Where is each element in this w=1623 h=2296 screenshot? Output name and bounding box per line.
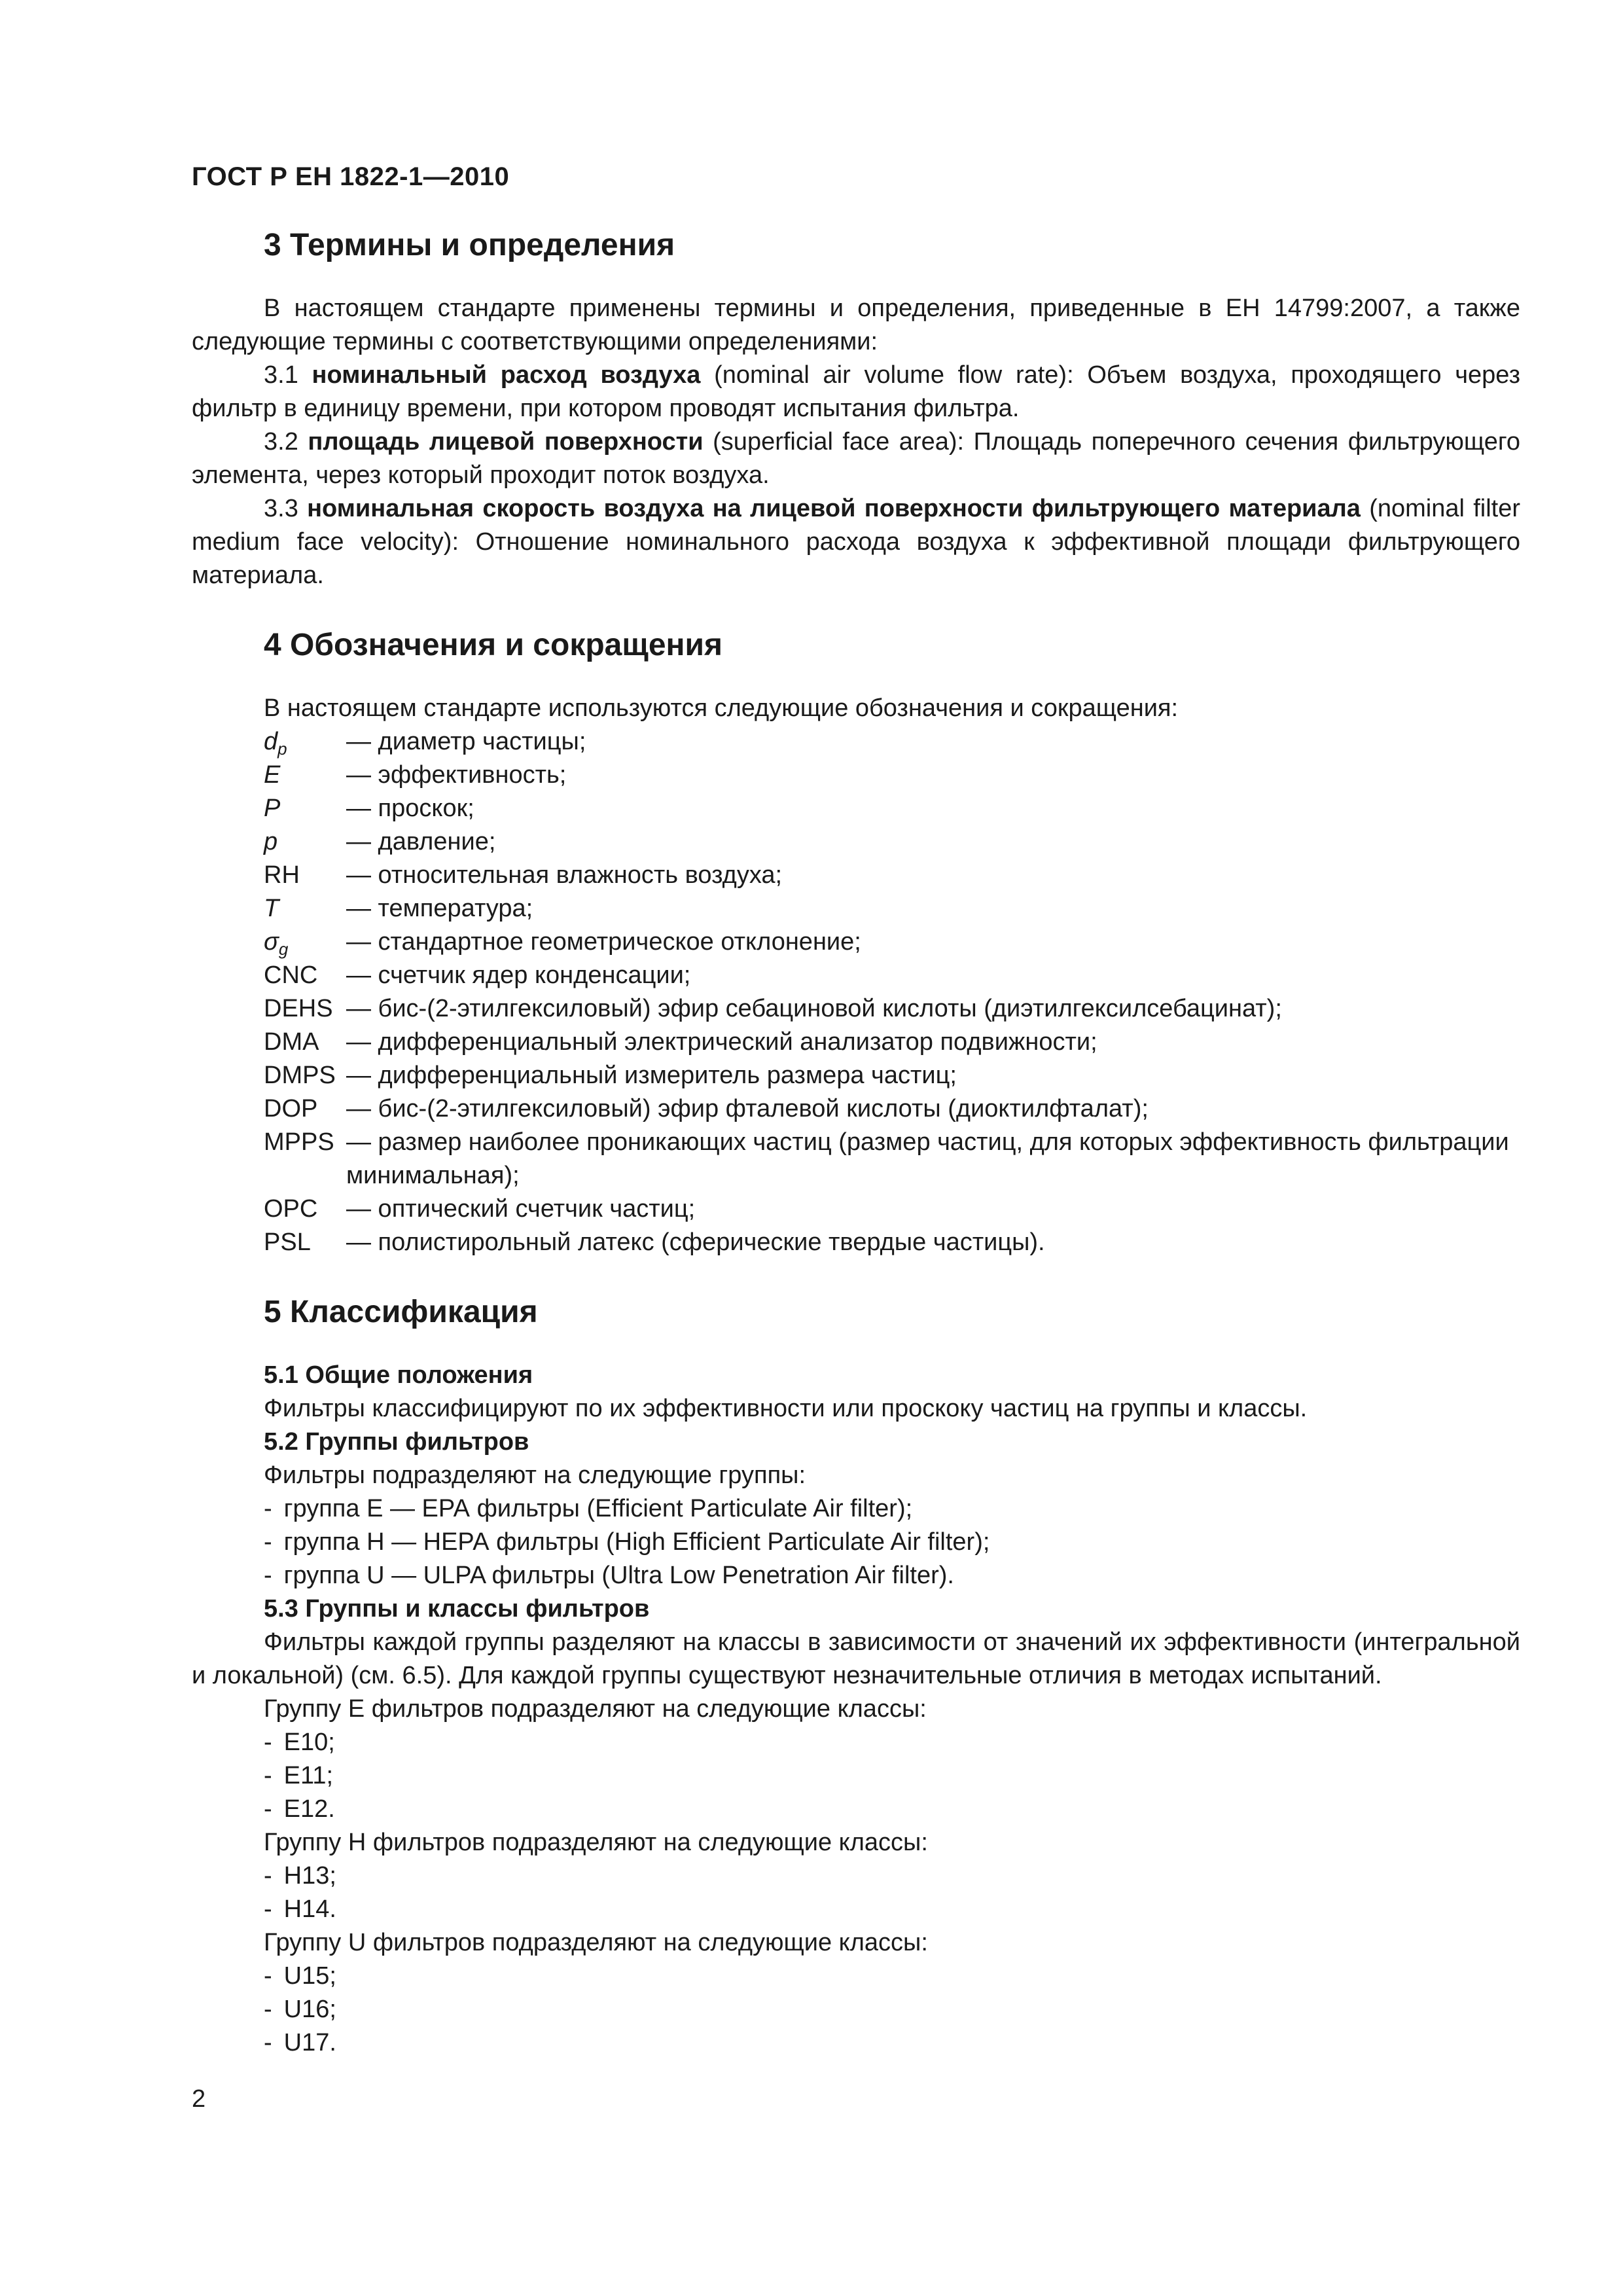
subsection-5-1-text: Фильтры классифицируют по их эффективности или проскоку частиц на группы и классы.	[264, 1395, 1308, 1422]
document-body	[192, 225, 1520, 2060]
subsection-5-2-text: Фильтры подразделяют на следующие группы:	[264, 1462, 806, 1489]
section-3-intro: В настоящем стандарте применены термины и определения, приведенные в ЕН 14799:2007, а также следующие термины с соответствующими определениями:	[192, 295, 1520, 355]
symbol-row	[264, 1193, 1520, 1226]
symbol-row	[264, 1126, 1520, 1193]
subsection-5-3-title: 5.3 Группы и классы фильтров	[264, 1595, 650, 1623]
symbol-row	[264, 1226, 1520, 1259]
symbols-list	[264, 725, 1520, 1259]
h-classes-intro: Группу Н фильтров подразделяют на следующие классы:	[264, 1829, 928, 1856]
symbol-row	[264, 925, 1520, 959]
term-name: номинальная скорость воздуха на лицевой поверхности фильтрующего материала	[307, 495, 1361, 522]
term-3-1	[192, 359, 1520, 425]
symbol-desc: — температура;	[346, 895, 533, 922]
symbol-row	[264, 759, 1520, 792]
section-5-title: 5 Классификация	[264, 1295, 538, 1329]
term-definition: (nominal air volume flow rate): Объем воздуха, проходящего через фильтр в единицу времени, при котором проводят испытания фильтра.	[192, 361, 1520, 422]
symbol-desc: — давление;	[346, 828, 496, 855]
class-item: - U16;	[264, 1996, 336, 2023]
symbol-row	[264, 959, 1520, 992]
e-classes-intro: Группу Е фильтров подразделяют на следующие классы:	[264, 1695, 927, 1723]
symbol-row	[264, 725, 1520, 759]
symbol-desc: — дифференциальный электрический анализатор подвижности;	[346, 1028, 1097, 1056]
symbol-key: p	[264, 828, 278, 855]
term-number: 3.1	[264, 361, 298, 389]
class-item: - Е10;	[264, 1729, 335, 1756]
term-name: номинальный расход воздуха	[312, 361, 701, 389]
symbol-row	[264, 1059, 1520, 1092]
group-item: - группа Е — ЕРА фильтры (Efficient Particulate Air filter);	[264, 1495, 913, 1522]
symbol-key: P	[264, 795, 281, 822]
section-4-intro: В настоящем стандарте используются следующие обозначения и сокращения:	[264, 694, 1179, 722]
symbol-key: DEHS	[264, 995, 333, 1022]
symbol-key: $\sigma_g$	[264, 928, 289, 959]
symbol-row	[264, 792, 1520, 825]
symbol-key: T	[264, 895, 279, 922]
symbol-desc: — размер наиболее проникающих частиц (размер частиц, для которых эффективность фильтрации минимальная);	[346, 1128, 1509, 1189]
term-3-2	[192, 425, 1520, 492]
symbol-desc: — оптический счетчик частиц;	[346, 1195, 696, 1223]
term-number: 3.3	[264, 495, 298, 522]
subsection-5-1-title: 5.1 Общие положения	[264, 1361, 533, 1389]
symbol-key: DOP	[264, 1095, 318, 1122]
symbol-row	[264, 1026, 1520, 1059]
class-item: - U15;	[264, 1962, 336, 1990]
symbol-key: PSL	[264, 1229, 311, 1256]
subsection-5-2-title: 5.2 Группы фильтров	[264, 1428, 529, 1456]
symbol-desc: — счетчик ядер конденсации;	[346, 961, 691, 989]
symbol-desc: — проскок;	[346, 795, 474, 822]
subsection-5-3-text: Фильтры каждой группы разделяют на классы в зависимости от значений их эффективности (интегральной и локальной) (см. 6.5). Для каждой группы существуют незначительные отличия в методах испытаний.	[192, 1628, 1520, 1689]
group-item: - группа U — ULPA фильтры (Ultra Low Penetration Air filter).	[264, 1562, 954, 1589]
symbol-key: E	[264, 761, 281, 789]
symbol-desc: — относительная влажность воздуха;	[346, 861, 783, 889]
symbol-desc: — стандартное геометрическое отклонение;	[346, 928, 861, 956]
symbol-key: CNC	[264, 961, 318, 989]
symbol-key: RH	[264, 861, 300, 889]
section-4-title: 4 Обозначения и сокращения	[264, 628, 723, 662]
symbol-row	[264, 825, 1520, 859]
symbol-row	[264, 892, 1520, 925]
class-item: - Н13;	[264, 1862, 336, 1890]
symbol-desc: — бис-(2-этилгексиловый) эфир фталевой кислоты (диоктилфталат);	[346, 1095, 1149, 1122]
symbol-row	[264, 1092, 1520, 1126]
symbol-key: DMA	[264, 1028, 319, 1056]
class-item: - Е11;	[264, 1762, 334, 1789]
symbol-desc: — дифференциальный измеритель размера частиц;	[346, 1062, 957, 1089]
section-3-title: 3 Термины и определения	[264, 228, 675, 262]
symbol-desc: — эффективность;	[346, 761, 567, 789]
group-item: - группа Н — НЕРА фильтры (High Efficient Particulate Air filter);	[264, 1528, 990, 1556]
symbol-key: OPC	[264, 1195, 318, 1223]
symbol-key: $d_p$	[264, 728, 287, 759]
symbol-desc: — бис-(2-этилгексиловый) эфир себациновой кислоты (диэтилгексилсебацинат);	[346, 995, 1282, 1022]
document-code: ГОСТ Р ЕН 1822-1—2010	[192, 162, 510, 191]
class-item: - Е12.	[264, 1795, 335, 1823]
class-item: - Н14.	[264, 1895, 336, 1923]
u-classes-intro: Группу U фильтров подразделяют на следующие классы:	[264, 1929, 928, 1956]
term-definition: (superficial face area): Площадь поперечного сечения фильтрующего элемента, через который проходит поток воздуха.	[192, 428, 1520, 489]
page-number: 2	[192, 2085, 206, 2113]
symbol-desc: — полистирольный латекс (сферические твердые частицы).	[346, 1229, 1045, 1256]
term-number: 3.2	[264, 428, 298, 456]
symbol-desc: — диаметр частицы;	[346, 728, 586, 755]
symbol-key: MPPS	[264, 1128, 334, 1156]
term-definition: (nominal filter medium face velocity): Отношение номинального расхода воздуха к эффективной площади фильтрующего материала.	[192, 495, 1521, 589]
term-3-3	[192, 492, 1520, 592]
symbol-row	[264, 992, 1520, 1026]
term-name: площадь лицевой поверхности	[308, 428, 704, 456]
class-item: - U17.	[264, 2029, 336, 2056]
symbol-row	[264, 859, 1520, 892]
symbol-key: DMPS	[264, 1062, 336, 1089]
